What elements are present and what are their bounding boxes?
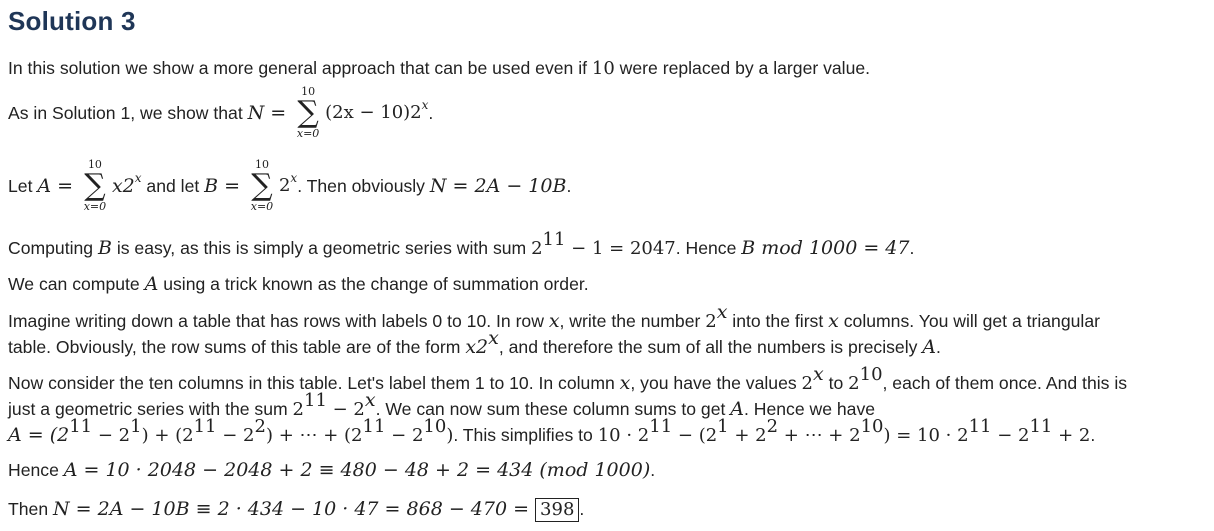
columns-paragraph-line2: just a geometric series with the sum $2^{11} - 2^x$. We can now sum these column sums to get A. Hence we have bbox=[8, 389, 876, 420]
columns-paragraph-line3: $A = (2^{11} - 2^1) + (2^{11} - 2^2)$ + ⋯ + $(2^{11} - 2^{10})$. This simplifies to $10 \cdot 2^{11} - (2^1 + 2^2$ + ⋯ + $2^{10}) = 10 \cdot 2^{11} - 2^{11} + 2$. bbox=[8, 416, 1096, 446]
hence-paragraph: Hence A = 10 · 2048 − 2048 + 2 ≡ 480 − 48 + 2 = 434 (mod 1000). bbox=[8, 459, 656, 481]
final-answer-paragraph: Then N = 2A − 10B ≡ 2 · 434 − 10 · 47 = 868 − 470 = 398 . bbox=[8, 498, 585, 520]
intro-paragraph: In this solution we show a more general approach that can be used even if 10 were replaced by a larger value. bbox=[8, 58, 871, 79]
compute-b-paragraph: Computing B is easy, as this is simply a geometric series with sum $2^{11} - 1 = 2047$. Hence B mod 1000 = 47. bbox=[8, 229, 915, 259]
compute-a-paragraph: We can compute A using a trick known as the change of summation order. bbox=[8, 273, 589, 295]
columns-paragraph-line1: Now consider the ten columns in this table. Let's label them 1 to 10. In column x, you have the values 2$^x$ to $2^{10}$, each of them once. And this is bbox=[8, 363, 1128, 394]
solution-heading: Solution 3 bbox=[8, 6, 136, 36]
define-a-b-paragraph: Let A = 10 ∑ x=0 x2$^x$ and let B = 10 ∑ x=0 2$^x$. Then obviously N = 2A − 10B. bbox=[8, 158, 572, 213]
summation-a: 10 ∑ x=0 bbox=[83, 158, 107, 213]
boxed-answer: 398 bbox=[535, 498, 579, 522]
summation-b: 10 ∑ x=0 bbox=[250, 158, 274, 213]
solution1-reference: As in Solution 1, we show that N = 10 ∑ x=0 $(2x - 10)2^x$. bbox=[8, 85, 434, 140]
table-paragraph-line1: Imagine writing down a table that has rows with labels 0 to 10. In row x, write the number 2$^x$ into the first x columns. You will get a triangular bbox=[8, 301, 1100, 332]
summation-symbol: 10 ∑ x=0 bbox=[296, 85, 320, 140]
table-paragraph-line2: table. Obviously, the row sums of this table are of the form x2$^x$, and therefore the sum of all the numbers is precisely A. bbox=[8, 327, 941, 358]
